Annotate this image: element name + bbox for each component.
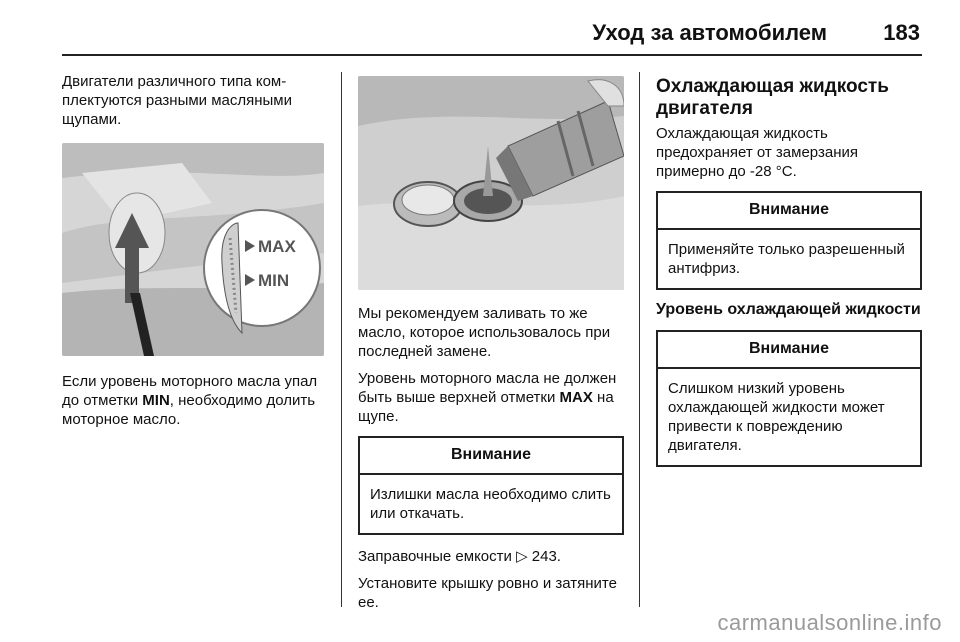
recommend-paragraph: Мы рекомендуем заливать то же масло, которое использовалось при последней замене.	[358, 305, 611, 360]
column-2	[358, 72, 624, 620]
notice-title: Внимание	[360, 438, 622, 475]
notice-title: Внимание	[658, 332, 920, 369]
oil-filling-illustration	[358, 76, 624, 290]
coolant-heading: Охлаждающая жидкость двигателя	[656, 76, 889, 119]
column-3	[656, 72, 922, 477]
cap-paragraph: Установите крышку ровно и затяните ее.	[358, 575, 617, 611]
notice-body: Слишком низкий уровень охлаждающей жидкости может привести к повреждению двигателя.	[668, 380, 885, 454]
page-header	[62, 14, 922, 56]
min-paragraph: Если уровень моторного масла упал до отметки MIN, необходимо долить моторное масло.	[62, 373, 318, 428]
page-title: Уход за автомобилем	[592, 20, 827, 45]
min-mark-label: MIN	[258, 271, 290, 290]
notice-box	[656, 191, 922, 290]
watermark: carmanualsonline.info	[717, 610, 942, 635]
coolant-paragraph: Охлаждающая жидкость предохраняет от замерзания примерно до -28 °C.	[656, 125, 858, 180]
oil-filling-drawing	[358, 76, 624, 290]
min-mark-text: MIN	[142, 392, 170, 409]
dipstick-illustration	[62, 143, 324, 356]
capacity-reference: Заправочные емкости ▷ 243.	[358, 548, 561, 565]
coolant-level-heading: Уровень охлаждающей жидкости	[656, 301, 921, 318]
column-1	[62, 72, 324, 437]
max-mark-text: MAX	[559, 389, 593, 406]
intro-paragraph: Двигатели различного типа ком- плектуются разными масляными щупами.	[62, 73, 293, 128]
notice-body: Применяйте только разрешенный антифриз.	[668, 241, 905, 277]
dipstick-drawing	[62, 143, 324, 356]
notice-title: Внимание	[658, 193, 920, 230]
column-divider	[341, 72, 342, 607]
page-number: 183	[883, 20, 920, 45]
arrow-reference-icon[interactable]: ▷	[516, 548, 528, 565]
notice-body: Излишки масла необходимо слить или откачать.	[370, 486, 611, 522]
notice-box	[358, 436, 624, 535]
max-paragraph: Уровень моторного масла не должен быть выше верхней отметки MAX на щупе.	[358, 370, 617, 425]
column-divider	[639, 72, 640, 607]
max-mark-label: MAX	[258, 237, 296, 256]
page-reference-link[interactable]: 243.	[531, 548, 561, 565]
notice-box	[656, 330, 922, 467]
